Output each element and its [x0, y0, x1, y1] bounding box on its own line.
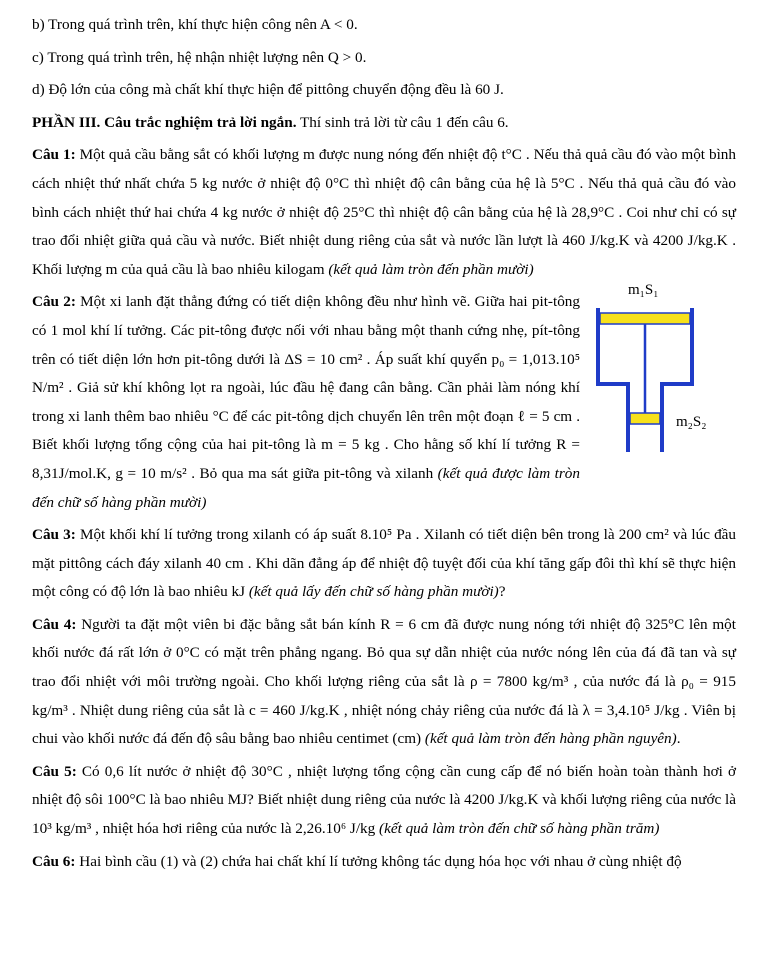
statement-b-text: b) Trong quá trình trên, khí thực hiện công nên — [32, 16, 317, 33]
question-3-tail: ? — [498, 583, 506, 601]
question-4-tail: . — [676, 730, 681, 748]
question-4-label: Câu 4: — [32, 615, 77, 633]
question-3-text: Một khối khí lí tưởng trong xilanh có áp suất 8.10⁵ Pa . Xilanh có tiết diện bên trong là 200 cm² và lúc đầu mặt pittông cách đáy xilanh 40 cm . Khi dãn đẳng áp để nhiệt độ tuyệt đối của khí tăng gấp đôi thì khí sẽ thực hiện một công có độ lớn là bao nhiêu kJ — [32, 526, 736, 601]
question-5 — [32, 758, 736, 844]
question-6 — [32, 848, 736, 877]
question-2 — [32, 282, 736, 517]
document-page — [32, 11, 736, 880]
section-note: Thí sinh trả lời từ câu 1 đến câu 6. — [296, 113, 509, 131]
statement-b-math: A < 0 — [319, 16, 354, 33]
statement-d: d) Độ lớn của công mà chất khí thực hiện để pittông chuyển động đều là 60 J. — [32, 81, 504, 99]
question-1-label: Câu 1: — [32, 146, 76, 164]
question-2-note: (kết quả được làm tròn đến chữ số hàng phần mười) — [32, 464, 580, 511]
statement-b — [32, 11, 736, 40]
question-5-note: (kết quả làm tròn đến chữ số hàng phần trăm) — [379, 820, 660, 838]
question-1-note: (kết quả làm tròn đến phần mười) — [328, 260, 534, 278]
top-piston — [600, 313, 690, 324]
question-6-label: Câu 6: — [32, 852, 76, 870]
question-4-text: Người ta đặt một viên bi đặc bằng sắt bán kính R = 6 cm đã được nung nóng tới nhiệt độ 325°C lên một khối nước đá rất lớn ở 0°C có mặt trên phẳng ngang. Bỏ qua sự dẫn nhiệt của nước nóng lên của đá đã tan và sự trao đổi nhiệt với môi trường ngoài. Cho khối lượng riêng của sắt là ρ = 7800 kg/m³ , của nước đá là ρ₀ = 915 kg/m³ . Nhiệt dung riêng của sắt là c = 460 J/kg.K , nhiệt nóng chảy riêng của nước đá là λ = 3,4.10⁵ J/kg . Viên bị chui vào khối nước đá đến độ sâu bằng bao nhiêu centimet (cm) — [32, 615, 736, 748]
question-1 — [32, 141, 736, 284]
question-4-note: (kết quả làm tròn đến hàng phần nguyên) — [424, 730, 677, 748]
statement-c-text: c) Trong quá trình trên, hệ nhận nhiệt lượng nên — [32, 48, 325, 66]
cylinder-drawing — [586, 284, 736, 460]
section-title: PHẦN III. Câu trắc nghiệm trả lời ngắn. — [32, 113, 297, 131]
question-4 — [32, 611, 736, 754]
bottom-piston-label: m₂S₂ — [676, 414, 707, 431]
question-5-label: Câu 5: — [32, 762, 77, 780]
question-3 — [32, 521, 736, 607]
question-3-note: (kết quả lấy đến chữ số hàng phần mười) — [248, 583, 499, 601]
statement-c-end: . — [362, 48, 367, 66]
statement-c-math: Q > 0 — [327, 48, 363, 66]
section-heading — [32, 109, 736, 138]
top-piston-label: m₁S₁ — [628, 282, 659, 299]
cylinder-figure — [586, 284, 736, 460]
question-1-text: Một quả cầu bằng sắt có khối lượng m được nung nóng đến nhiệt độ t°C . Nếu thả quả cầu đó vào một bình cách nhiệt thứ nhất chứa 5 kg nước ở nhiệt độ 0°C thì nhiệt độ cân bằng của hệ là 5°C . Nếu thả quả cầu đó vào bình cách nhiệt thứ hai chứa 4 kg nước ở nhiệt độ 25°C thì nhiệt độ cân bằng của hệ là 28,9°C . Coi như chỉ có sự trao đổi nhiệt giữa quả cầu và nước. Biết nhiệt dung riêng của sắt và nước lần lượt là 460 J/kg.K và 4200 J/kg.K . Khối lượng m của quả cầu là bao nhiêu kilogam — [32, 146, 736, 278]
bottom-piston — [630, 413, 660, 424]
question-2-text: Một xi lanh đặt thẳng đứng có tiết diện không đều như hình vẽ. Giữa hai pit-tông có 1 mol khí lí tưởng. Các pit-tông được nối với nhau bằng một thanh cứng nhẹ, pít-tông trên có tiết diện lớn hơn pit-tông dưới là ΔS = 10 cm² . Áp suất khí quyển p₀ = 1,013.10⁵ N/m² . Giả sử khí không lọt ra ngoài, lúc đầu hệ đang cân bằng. Cần phải làm nóng khí trong xi lanh thêm bao nhiêu °C để các pit-tông dịch chuyển lên trên một đoạn ℓ = 5 cm . Biết khối lượng tổng cộng của hai pit-tông là m = 5 kg . Cho hằng số khí lí tưởng R = 8,31J/mol.K, g = 10 m/s² . Bỏ qua ma sát giữa pit-tông và xilanh — [32, 293, 580, 482]
question-2-label: Câu 2: — [32, 293, 76, 311]
question-5-text: Có 0,6 lít nước ở nhiệt độ 30°C , nhiệt lượng tổng cộng cần cung cấp để nó biến hoàn toàn thành hơi ở nhiệt độ sôi 100°C là bao nhiêu MJ? Biết nhiệt dung riêng của nước là 4200 J/kg.K và khối lượng riêng của nước là 10³ kg/m³ , nhiệt hóa hơi riêng của nước là 2,26.10⁶ J/kg — [32, 762, 736, 838]
statement-c — [32, 44, 736, 73]
question-6-text: Hai bình cầu (1) và (2) chứa hai chất khí lí tưởng không tác dụng hóa học với nhau ở cùng nhiệt độ — [75, 852, 682, 870]
question-3-label: Câu 3: — [32, 526, 76, 544]
statement-b-end: . — [353, 16, 358, 33]
